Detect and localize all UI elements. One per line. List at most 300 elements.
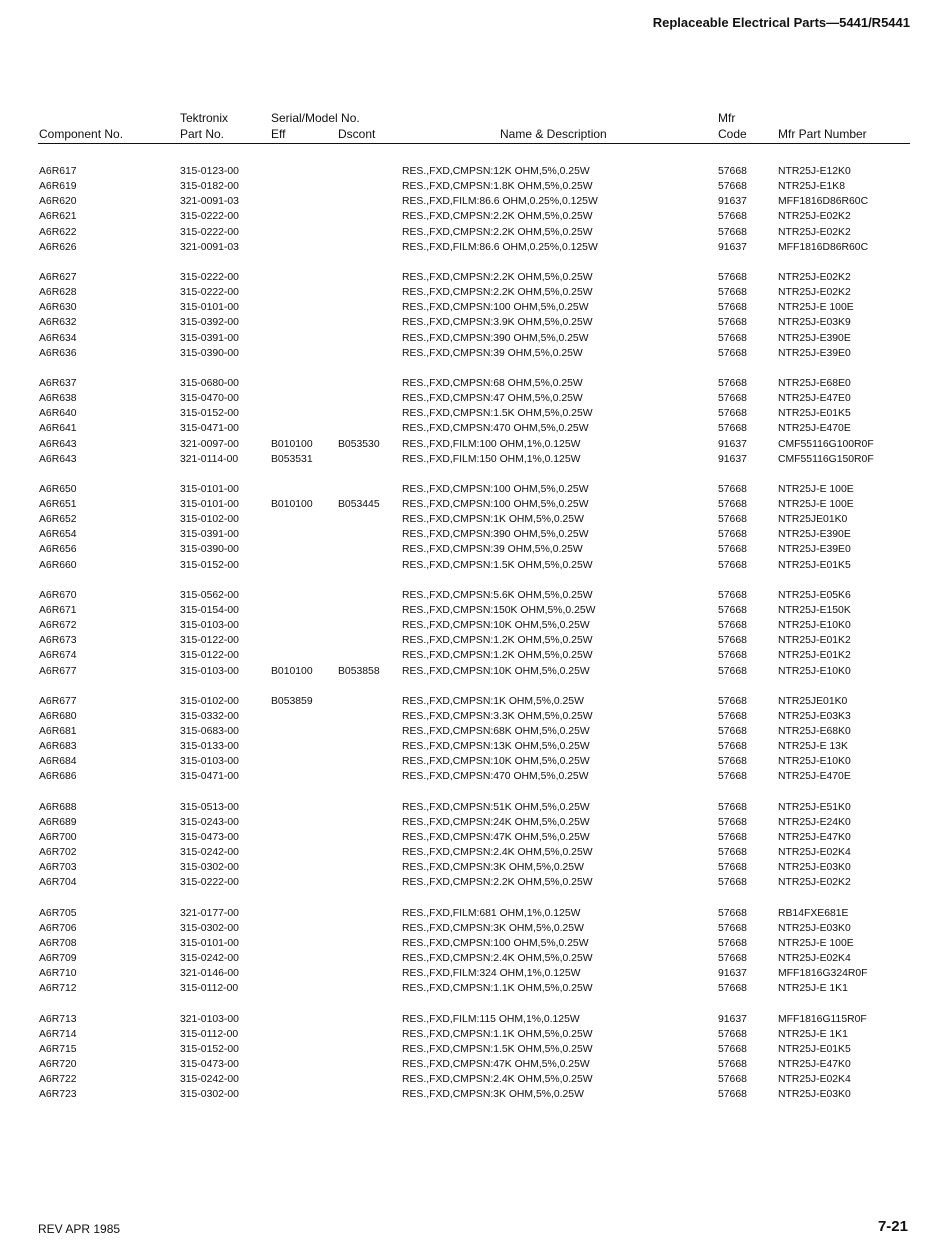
table-row <box>0 300 950 315</box>
col-header-part-no: Part No. <box>180 127 225 141</box>
name-description: RES.,FXD,CMPSN:1K OHM,5%,0.25W <box>402 695 584 707</box>
row-group <box>0 906 950 997</box>
component-no: A6R670 <box>39 589 77 601</box>
mfr-code: 57668 <box>718 665 747 677</box>
table-row <box>0 558 950 573</box>
component-no: A6R628 <box>39 287 77 299</box>
tektronix-part-no: 321-0097-00 <box>180 438 239 450</box>
mfr-code: 57668 <box>718 393 747 405</box>
name-description: RES.,FXD,CMPSN:2.4K OHM,5%,0.25W <box>402 847 593 859</box>
component-no: A6R621 <box>39 211 77 223</box>
mfr-code: 57668 <box>718 831 747 843</box>
col-header-tektronix: Tektronix <box>180 111 229 125</box>
table-row <box>0 1057 950 1072</box>
component-no: A6R673 <box>39 635 77 647</box>
mfr-part-number: NTR25JE01K0 <box>778 695 848 707</box>
name-description: RES.,FXD,CMPSN:1.8K OHM,5%,0.25W <box>402 181 593 193</box>
mfr-part-number: MFF1816G115R0F <box>778 1013 867 1025</box>
table-row <box>0 437 950 452</box>
table-row <box>0 800 950 815</box>
component-no: A6R626 <box>39 241 77 253</box>
mfr-code: 57668 <box>718 635 747 647</box>
mfr-code: 91637 <box>718 968 747 980</box>
component-no: A6R683 <box>39 741 77 753</box>
mfr-code: 57668 <box>718 529 747 541</box>
component-no: A6R630 <box>39 302 77 314</box>
name-description: RES.,FXD,CMPSN:10K OHM,5%,0.25W <box>402 620 590 632</box>
mfr-part-number: CMF55116G100R0F <box>778 438 874 450</box>
page-title: Replaceable Electrical Parts—5441/R5441 <box>652 15 910 30</box>
tektronix-part-no: 315-0302-00 <box>180 862 239 874</box>
name-description: RES.,FXD,CMPSN:1.1K OHM,5%,0.25W <box>402 983 593 995</box>
component-no: A6R688 <box>39 801 77 813</box>
table-row <box>0 285 950 300</box>
revision-date: REV APR 1985 <box>38 1222 121 1236</box>
table-row <box>0 194 950 209</box>
name-description: RES.,FXD,FILM:86.6 OHM,0.25%,0.125W <box>402 196 598 208</box>
mfr-part-number: NTR25J-E03K0 <box>778 922 851 934</box>
mfr-code: 57668 <box>718 907 747 919</box>
mfr-part-number: NTR25J-E02K2 <box>778 271 851 283</box>
mfr-part-number: NTR25J-E 100E <box>778 498 854 510</box>
table-row <box>0 376 950 391</box>
table-row <box>0 845 950 860</box>
col-header-component: Component No. <box>39 127 124 141</box>
tektronix-part-no: 315-0222-00 <box>180 211 239 223</box>
mfr-part-number: NTR25J-E12K0 <box>778 166 851 177</box>
component-no: A6R702 <box>39 847 77 859</box>
tektronix-part-no: 321-0177-00 <box>180 907 239 919</box>
mfr-part-number: NTR25J-E150K <box>778 604 851 616</box>
mfr-part-number: NTR25J-E 1K1 <box>778 983 848 995</box>
name-description: RES.,FXD,CMPSN:2.2K OHM,5%,0.25W <box>402 211 593 223</box>
tektronix-part-no: 315-0222-00 <box>180 287 239 299</box>
mfr-code: 57668 <box>718 1058 747 1070</box>
mfr-code: 57668 <box>718 498 747 510</box>
tektronix-part-no: 321-0103-00 <box>180 1013 239 1025</box>
tektronix-part-no: 315-0103-00 <box>180 756 239 768</box>
header-rule <box>38 143 910 144</box>
mfr-part-number: NTR25J-E 1K1 <box>778 1028 848 1040</box>
mfr-code: 91637 <box>718 453 747 465</box>
name-description: RES.,FXD,CMPSN:2.2K OHM,5%,0.25W <box>402 226 593 238</box>
table-row <box>0 618 950 633</box>
mfr-code: 57668 <box>718 877 747 889</box>
component-no: A6R672 <box>39 620 77 632</box>
mfr-part-number: NTR25J-E10K0 <box>778 665 851 677</box>
table-row <box>0 815 950 830</box>
table-row <box>0 966 950 981</box>
table-row <box>0 875 950 890</box>
tektronix-part-no: 321-0091-03 <box>180 196 239 208</box>
serial-eff: B010100 <box>271 498 313 510</box>
name-description: RES.,FXD,FILM:115 OHM,1%,0.125W <box>402 1013 580 1025</box>
name-description: RES.,FXD,CMPSN:3K OHM,5%,0.25W <box>402 1089 584 1101</box>
name-description: RES.,FXD,CMPSN:1K OHM,5%,0.25W <box>402 514 584 526</box>
component-no: A6R710 <box>39 968 77 980</box>
mfr-part-number: CMF55116G150R0F <box>778 453 874 465</box>
tektronix-part-no: 315-0122-00 <box>180 635 239 647</box>
mfr-code: 57668 <box>718 423 747 435</box>
tektronix-part-no: 315-0101-00 <box>180 302 239 314</box>
tektronix-part-no: 315-0112-00 <box>180 983 239 995</box>
table-row <box>0 482 950 497</box>
mfr-code: 57668 <box>718 620 747 632</box>
name-description: RES.,FXD,CMPSN:1.2K OHM,5%,0.25W <box>402 650 593 662</box>
mfr-code: 57668 <box>718 771 747 783</box>
mfr-part-number: MFF1816D86R60C <box>778 196 869 208</box>
table-row <box>0 906 950 921</box>
table-row <box>0 512 950 527</box>
component-no: A6R638 <box>39 393 77 405</box>
name-description: RES.,FXD,CMPSN:3K OHM,5%,0.25W <box>402 922 584 934</box>
component-no: A6R703 <box>39 862 77 874</box>
name-description: RES.,FXD,FILM:324 OHM,1%,0.125W <box>402 968 581 980</box>
table-row <box>0 346 950 361</box>
mfr-code: 57668 <box>718 514 747 526</box>
mfr-code: 57668 <box>718 604 747 616</box>
table-row <box>0 664 950 679</box>
mfr-part-number: NTR25J-E02K2 <box>778 877 851 889</box>
table-row <box>0 769 950 784</box>
table-row <box>0 830 950 845</box>
mfr-part-number: RB14FXE681E <box>778 907 849 919</box>
mfr-part-number: NTR25J-E10K0 <box>778 620 851 632</box>
name-description: RES.,FXD,CMPSN:390 OHM,5%,0.25W <box>402 529 589 541</box>
mfr-code: 57668 <box>718 816 747 828</box>
component-no: A6R637 <box>39 377 77 389</box>
tektronix-part-no: 315-0470-00 <box>180 393 239 405</box>
name-description: RES.,FXD,CMPSN:39 OHM,5%,0.25W <box>402 347 583 359</box>
tektronix-part-no: 315-0471-00 <box>180 771 239 783</box>
table-row <box>0 1072 950 1087</box>
row-group <box>0 270 950 361</box>
col-header-eff: Eff <box>271 127 286 141</box>
name-description: RES.,FXD,CMPSN:390 OHM,5%,0.25W <box>402 332 589 344</box>
mfr-part-number: NTR25J-E02K4 <box>778 847 851 859</box>
mfr-part-number: NTR25J-E03K9 <box>778 317 851 329</box>
mfr-part-number: NTR25J-E10K0 <box>778 756 851 768</box>
name-description: RES.,FXD,CMPSN:47 OHM,5%,0.25W <box>402 393 583 405</box>
component-no: A6R671 <box>39 604 77 616</box>
mfr-code: 57668 <box>718 695 747 707</box>
name-description: RES.,FXD,CMPSN:2.2K OHM,5%,0.25W <box>402 271 593 283</box>
table-row <box>0 1027 950 1042</box>
mfr-code: 57668 <box>718 726 747 737</box>
tektronix-part-no: 315-0473-00 <box>180 831 239 843</box>
name-description: RES.,FXD,CMPSN:2.2K OHM,5%,0.25W <box>402 287 593 299</box>
component-no: A6R650 <box>39 483 77 495</box>
mfr-code: 57668 <box>718 756 747 768</box>
component-no: A6R674 <box>39 650 77 662</box>
table-row <box>0 179 950 194</box>
tektronix-part-no: 315-0332-00 <box>180 710 239 722</box>
tektronix-part-no: 315-0222-00 <box>180 271 239 283</box>
name-description: RES.,FXD,CMPSN:100 OHM,5%,0.25W <box>402 302 589 314</box>
component-no: A6R636 <box>39 347 77 359</box>
mfr-code: 57668 <box>718 166 747 177</box>
component-no: A6R713 <box>39 1013 77 1025</box>
name-description: RES.,FXD,CMPSN:2.4K OHM,5%,0.25W <box>402 953 593 965</box>
name-description: RES.,FXD,CMPSN:2.2K OHM,5%,0.25W <box>402 877 593 889</box>
tektronix-part-no: 315-0182-00 <box>180 181 239 193</box>
component-no: A6R620 <box>39 196 77 208</box>
row-group <box>0 1012 950 1103</box>
table-row <box>0 1012 950 1027</box>
component-no: A6R704 <box>39 877 77 889</box>
component-no: A6R705 <box>39 907 77 919</box>
name-description: RES.,FXD,CMPSN:470 OHM,5%,0.25W <box>402 771 589 783</box>
mfr-code: 57668 <box>718 377 747 389</box>
name-description: RES.,FXD,CMPSN:150K OHM,5%,0.25W <box>402 604 596 616</box>
component-no: A6R641 <box>39 423 77 435</box>
mfr-code: 57668 <box>718 302 747 314</box>
tektronix-part-no: 315-0242-00 <box>180 847 239 859</box>
mfr-part-number: NTR25J-E51K0 <box>778 801 851 813</box>
component-no: A6R700 <box>39 831 77 843</box>
mfr-code: 57668 <box>718 1043 747 1055</box>
name-description: RES.,FXD,CMPSN:13K OHM,5%,0.25W <box>402 741 590 753</box>
row-group <box>0 482 950 573</box>
mfr-code: 57668 <box>718 483 747 495</box>
mfr-code: 57668 <box>718 271 747 283</box>
name-description: RES.,FXD,CMPSN:68K OHM,5%,0.25W <box>402 726 590 737</box>
mfr-part-number: NTR25J-E390E <box>778 332 851 344</box>
component-no: A6R722 <box>39 1074 77 1086</box>
component-no: A6R654 <box>39 529 77 541</box>
mfr-part-number: NTR25J-E01K2 <box>778 635 851 647</box>
tektronix-part-no: 315-0390-00 <box>180 544 239 556</box>
mfr-code: 57668 <box>718 710 747 722</box>
component-no: A6R708 <box>39 937 77 949</box>
mfr-part-number: NTR25J-E390E <box>778 529 851 541</box>
mfr-code: 57668 <box>718 226 747 238</box>
tektronix-part-no: 315-0101-00 <box>180 498 239 510</box>
component-no: A6R656 <box>39 544 77 556</box>
mfr-part-number: NTR25J-E47K0 <box>778 1058 851 1070</box>
tektronix-part-no: 315-0242-00 <box>180 953 239 965</box>
tektronix-part-no: 315-0473-00 <box>180 1058 239 1070</box>
tektronix-part-no: 315-0242-00 <box>180 1074 239 1086</box>
table-row <box>0 406 950 421</box>
mfr-part-number: NTR25J-E02K2 <box>778 211 851 223</box>
mfr-part-number: NTR25J-E39E0 <box>778 544 851 556</box>
component-no: A6R686 <box>39 771 77 783</box>
table-row <box>0 951 950 966</box>
tektronix-part-no: 315-0122-00 <box>180 650 239 662</box>
col-header-name-description: Name & Description <box>500 127 607 141</box>
row-group <box>0 694 950 785</box>
mfr-part-number: NTR25J-E01K2 <box>778 650 851 662</box>
mfr-part-number: NTR25J-E47E0 <box>778 393 851 405</box>
mfr-part-number: NTR25J-E02K4 <box>778 953 851 965</box>
table-row <box>0 739 950 754</box>
name-description: RES.,FXD,CMPSN:1.5K OHM,5%,0.25W <box>402 559 593 571</box>
table-row <box>0 709 950 724</box>
table-row <box>0 936 950 951</box>
tektronix-part-no: 315-0112-00 <box>180 1028 239 1040</box>
component-no: A6R651 <box>39 498 77 510</box>
mfr-part-number: NTR25J-E470E <box>778 771 851 783</box>
component-no: A6R681 <box>39 726 77 737</box>
table-row <box>0 981 950 996</box>
mfr-part-number: NTR25J-E01K5 <box>778 559 851 571</box>
mfr-part-number: NTR25J-E03K3 <box>778 710 851 722</box>
mfr-code: 91637 <box>718 196 747 208</box>
tektronix-part-no: 315-0243-00 <box>180 816 239 828</box>
table-row <box>0 542 950 557</box>
name-description: RES.,FXD,FILM:100 OHM,1%,0.125W <box>402 438 581 450</box>
component-no: A6R706 <box>39 922 77 934</box>
mfr-code: 57668 <box>718 862 747 874</box>
component-no: A6R684 <box>39 756 77 768</box>
table-row <box>0 315 950 330</box>
mfr-code: 91637 <box>718 1013 747 1025</box>
name-description: RES.,FXD,CMPSN:39 OHM,5%,0.25W <box>402 544 583 556</box>
name-description: RES.,FXD,CMPSN:1.1K OHM,5%,0.25W <box>402 1028 593 1040</box>
mfr-part-number: NTR25J-E470E <box>778 423 851 435</box>
name-description: RES.,FXD,CMPSN:100 OHM,5%,0.25W <box>402 937 589 949</box>
table-row <box>0 164 950 179</box>
tektronix-part-no: 315-0102-00 <box>180 695 239 707</box>
mfr-part-number: NTR25J-E02K2 <box>778 287 851 299</box>
serial-dscont: B053858 <box>338 665 380 677</box>
serial-eff: B010100 <box>271 438 313 450</box>
tektronix-part-no: 315-0103-00 <box>180 665 239 677</box>
table-row <box>0 209 950 224</box>
name-description: RES.,FXD,FILM:681 OHM,1%,0.125W <box>402 907 581 919</box>
table-row <box>0 421 950 436</box>
serial-dscont: B053530 <box>338 438 380 450</box>
row-group <box>0 376 950 467</box>
component-no: A6R634 <box>39 332 77 344</box>
tektronix-part-no: 315-0152-00 <box>180 408 239 420</box>
component-no: A6R689 <box>39 816 77 828</box>
name-description: RES.,FXD,CMPSN:100 OHM,5%,0.25W <box>402 483 589 495</box>
col-header-dscont: Dscont <box>338 127 376 141</box>
tektronix-part-no: 315-0123-00 <box>180 166 239 177</box>
table-row <box>0 724 950 739</box>
mfr-code: 57668 <box>718 983 747 995</box>
name-description: RES.,FXD,CMPSN:12K OHM,5%,0.25W <box>402 166 590 177</box>
tektronix-part-no: 315-0391-00 <box>180 332 239 344</box>
mfr-code: 57668 <box>718 1089 747 1101</box>
tektronix-part-no: 315-0680-00 <box>180 377 239 389</box>
tektronix-part-no: 321-0091-03 <box>180 241 239 253</box>
col-header-serial-model: Serial/Model No. <box>271 111 360 125</box>
mfr-code: 57668 <box>718 559 747 571</box>
name-description: RES.,FXD,CMPSN:3.3K OHM,5%,0.25W <box>402 710 593 722</box>
table-row <box>0 1042 950 1057</box>
col-header-mfr: Mfr <box>718 111 736 125</box>
name-description: RES.,FXD,CMPSN:470 OHM,5%,0.25W <box>402 423 589 435</box>
mfr-code: 57668 <box>718 937 747 949</box>
tektronix-part-no: 315-0391-00 <box>180 529 239 541</box>
tektronix-part-no: 315-0390-00 <box>180 347 239 359</box>
name-description: RES.,FXD,CMPSN:3K OHM,5%,0.25W <box>402 862 584 874</box>
mfr-code: 57668 <box>718 650 747 662</box>
mfr-part-number: NTR25J-E02K4 <box>778 1074 851 1086</box>
component-no: A6R627 <box>39 271 77 283</box>
tektronix-part-no: 315-0471-00 <box>180 423 239 435</box>
col-header-mfr-part-number: Mfr Part Number <box>778 127 867 141</box>
component-no: A6R677 <box>39 665 77 677</box>
mfr-code: 57668 <box>718 1028 747 1040</box>
row-group <box>0 800 950 891</box>
table-row <box>0 391 950 406</box>
table-row <box>0 331 950 346</box>
mfr-part-number: NTR25JE01K0 <box>778 514 848 526</box>
tektronix-part-no: 315-0102-00 <box>180 514 239 526</box>
name-description: RES.,FXD,CMPSN:24K OHM,5%,0.25W <box>402 816 590 828</box>
name-description: RES.,FXD,FILM:86.6 OHM,0.25%,0.125W <box>402 241 598 253</box>
name-description: RES.,FXD,CMPSN:5.6K OHM,5%,0.25W <box>402 589 593 601</box>
component-no: A6R643 <box>39 438 77 450</box>
component-no: A6R622 <box>39 226 77 238</box>
component-no: A6R640 <box>39 408 77 420</box>
table-row <box>0 633 950 648</box>
name-description: RES.,FXD,CMPSN:2.4K OHM,5%,0.25W <box>402 1074 593 1086</box>
component-no: A6R652 <box>39 514 77 526</box>
mfr-part-number: NTR25J-E47K0 <box>778 831 851 843</box>
serial-eff: B053859 <box>271 695 313 707</box>
component-no: A6R714 <box>39 1028 77 1040</box>
mfr-code: 57668 <box>718 741 747 753</box>
name-description: RES.,FXD,CMPSN:1.2K OHM,5%,0.25W <box>402 635 593 647</box>
row-group <box>0 164 950 255</box>
component-no: A6R677 <box>39 695 77 707</box>
tektronix-part-no: 315-0152-00 <box>180 559 239 571</box>
tektronix-part-no: 315-0222-00 <box>180 226 239 238</box>
component-no: A6R720 <box>39 1058 77 1070</box>
component-no: A6R715 <box>39 1043 77 1055</box>
component-no: A6R712 <box>39 983 77 995</box>
table-row <box>0 225 950 240</box>
tektronix-part-no: 321-0114-00 <box>180 453 239 465</box>
name-description: RES.,FXD,CMPSN:68 OHM,5%,0.25W <box>402 377 583 389</box>
mfr-part-number: NTR25J-E24K0 <box>778 816 851 828</box>
table-row <box>0 527 950 542</box>
mfr-part-number: NTR25J-E 100E <box>778 937 854 949</box>
component-no: A6R617 <box>39 166 77 177</box>
name-description: RES.,FXD,CMPSN:51K OHM,5%,0.25W <box>402 801 590 813</box>
mfr-code: 57668 <box>718 287 747 299</box>
component-no: A6R643 <box>39 453 77 465</box>
name-description: RES.,FXD,CMPSN:3.9K OHM,5%,0.25W <box>402 317 593 329</box>
mfr-part-number: NTR25J-E03K0 <box>778 862 851 874</box>
mfr-part-number: NTR25J-E39E0 <box>778 347 851 359</box>
component-no: A6R632 <box>39 317 77 329</box>
tektronix-part-no: 315-0103-00 <box>180 620 239 632</box>
name-description: RES.,FXD,CMPSN:1.5K OHM,5%,0.25W <box>402 408 593 420</box>
tektronix-part-no: 315-0392-00 <box>180 317 239 329</box>
serial-dscont: B053445 <box>338 498 380 510</box>
table-row <box>0 497 950 512</box>
serial-eff: B053531 <box>271 453 313 465</box>
page-number: 7-21 <box>877 1218 908 1235</box>
col-header-code: Code <box>718 127 747 141</box>
mfr-code: 57668 <box>718 589 747 601</box>
name-description: RES.,FXD,CMPSN:10K OHM,5%,0.25W <box>402 756 590 768</box>
mfr-part-number: MFF1816D86R60C <box>778 241 869 253</box>
parts-table <box>0 164 950 1117</box>
name-description: RES.,FXD,CMPSN:47K OHM,5%,0.25W <box>402 1058 590 1070</box>
component-no: A6R709 <box>39 953 77 965</box>
tektronix-part-no: 315-0152-00 <box>180 1043 239 1055</box>
tektronix-part-no: 315-0513-00 <box>180 801 239 813</box>
mfr-part-number: NTR25J-E68E0 <box>778 377 851 389</box>
mfr-code: 57668 <box>718 801 747 813</box>
